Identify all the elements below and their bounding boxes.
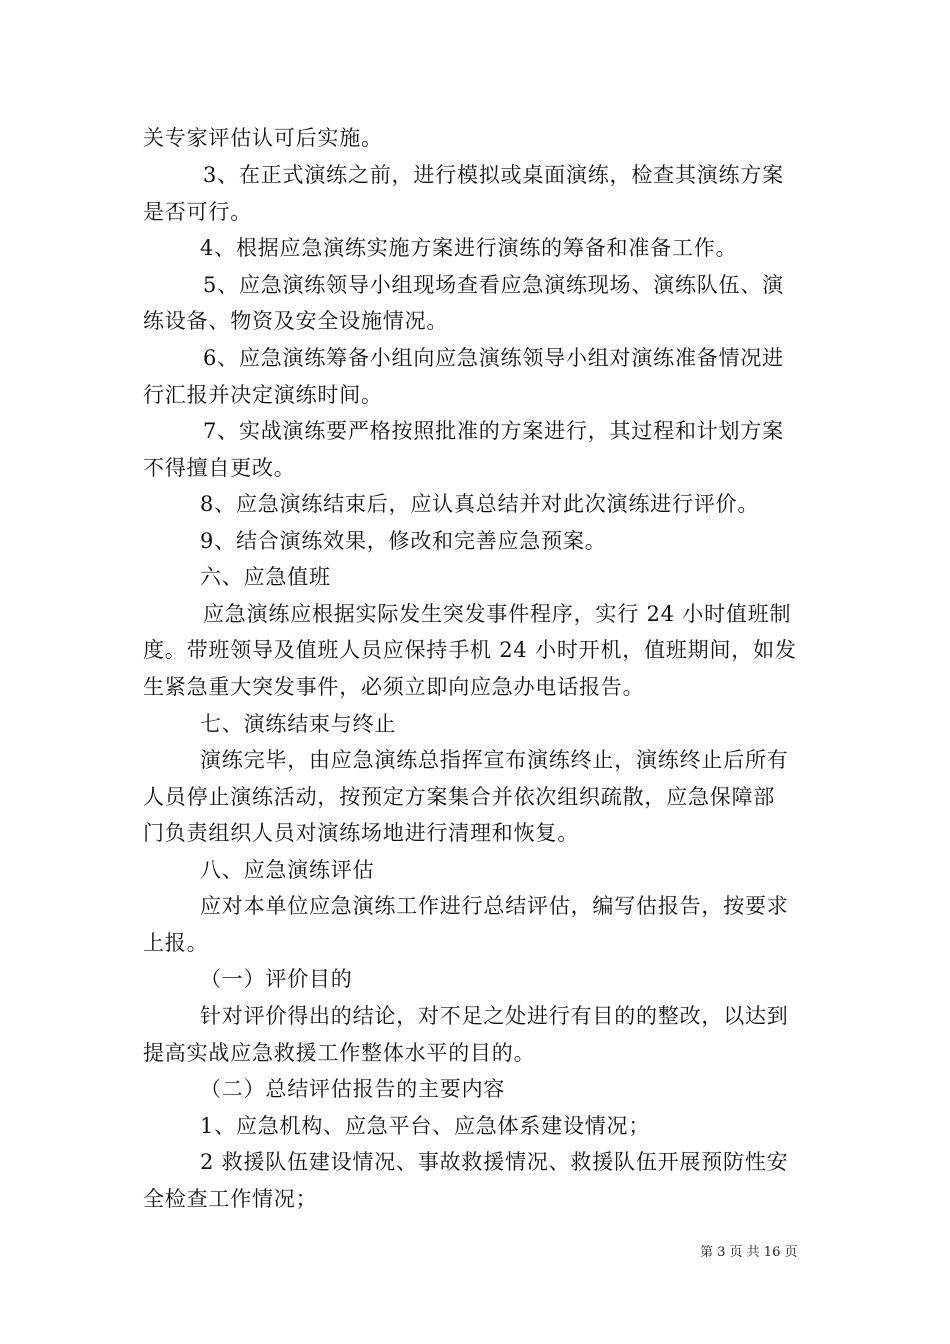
text-line: 门负责组织人员对演练场地进行清理和恢复。: [143, 821, 579, 845]
text-line: 1、应急机构、应急平台、应急体系建设情况；: [200, 1114, 651, 1138]
text-line: 是否可行。: [143, 200, 252, 224]
text-line: 练设备、物资及安全设施情况。: [143, 309, 449, 333]
text-line: 2 救援队伍建设情况、事故救援情况、救援队伍开展预防性安: [200, 1150, 789, 1174]
text-line: 不得擅自更改。: [143, 456, 296, 480]
text-line: 上报。: [143, 931, 209, 955]
page-number-footer: 第 3 页 共 16 页: [700, 1245, 798, 1260]
text-line: 8、应急演练结束后，应认真总结并对此次演练进行评价。: [200, 492, 760, 516]
text-line: 针对评价得出的结论，对不足之处进行有目的的整改，以达到: [200, 1004, 789, 1028]
text-line: 应对本单位应急演练工作进行总结评估，编写估报告，按要求: [200, 894, 789, 918]
text-line: 6、应急演练筹备小组向应急演练领导小组对演练准备情况进: [203, 346, 784, 370]
text-line: 4、根据应急演练实施方案进行演练的筹备和准备工作。: [200, 236, 738, 260]
text-line: 提高实战应急救援工作整体水平的目的。: [143, 1041, 536, 1065]
text-line: 全检查工作情况；: [143, 1187, 318, 1211]
text-line: 5、应急演练领导小组现场查看应急演练现场、演练队伍、演: [203, 273, 784, 297]
text-line: 应急演练应根据实际发生突发事件程序，实行 24 小时值班制: [203, 602, 792, 626]
section-heading: 六、应急值班: [200, 565, 331, 589]
text-line: 行汇报并决定演练时间。: [143, 383, 383, 407]
section-heading: 八、应急演练评估: [200, 858, 375, 882]
text-line: 7、实战演练要严格按照批准的方案进行，其过程和计划方案: [203, 419, 784, 443]
subsection-heading: （二）总结评估报告的主要内容: [200, 1077, 506, 1101]
text-line: 关专家评估认可后实施。: [143, 126, 383, 150]
text-line: 度。带班领导及值班人员应保持手机 24 小时开机，值班期间，如发: [143, 638, 797, 662]
text-line: 3、在正式演练之前，进行模拟或桌面演练，检查其演练方案: [203, 163, 784, 187]
text-line: 生紧急重大突发事件，必须立即向应急办电话报告。: [143, 675, 645, 699]
section-heading: 七、演练结束与终止: [200, 712, 397, 736]
subsection-heading: （一）评价目的: [200, 967, 353, 991]
text-line: 人员停止演练活动，按预定方案集合并依次组织疏散，应急保障部: [143, 785, 776, 809]
text-line: 9、结合演练效果，修改和完善应急预案。: [200, 529, 607, 553]
text-line: 演练完毕，由应急演练总指挥宣布演练终止，演练终止后所有: [200, 748, 789, 772]
